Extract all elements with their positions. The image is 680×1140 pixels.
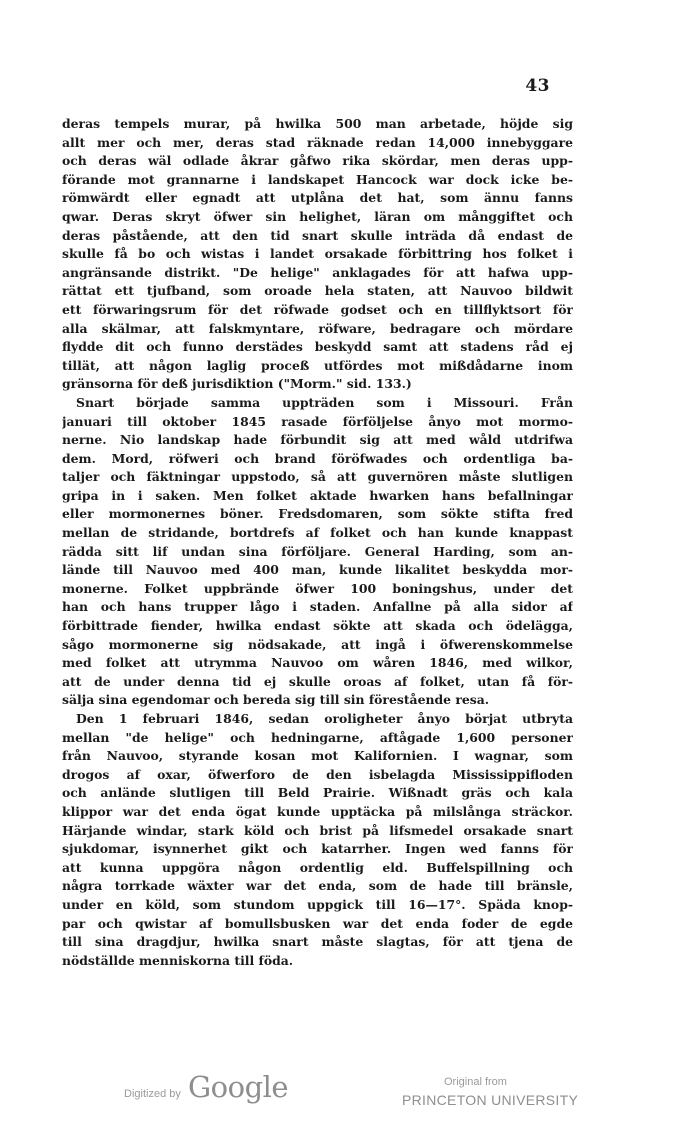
body-text [62,115,573,970]
text-line: mellan "de helige" och hedningarne, aftågade 1,600 personer [62,729,573,745]
text-line: nerne. Nio landskap hade förbundit sig att med wåld utdrifwa [62,432,573,448]
text-line: med folket att utrymma Nauvoo om wåren 1846, med wilkor, [62,655,573,671]
text-line: qwar. Deras skryt öfwer sin helighet, läran om månggiftet och [62,208,573,224]
text-line: römwärdt eller egnadt att utplåna det hat, som ännu fanns [62,190,573,206]
text-line: från Nauvoo, styrande kosan mot Kalifornien. I wagnar, som [62,748,573,764]
text-line: sågo mormonerne sig nödsakade, att ingå i öfwerenskommelse [62,636,573,652]
text-line: sälja sina egendomar och bereda sig till sin förestående resa. [62,692,490,708]
text-line: skulle få bo och wistas i landet orsakade förbittring hos folket i [62,246,573,262]
text-line: klippor war det enda ögat kunde upptäcka på milslånga sträckor. [62,803,573,819]
text-line: eller mormonernes böner. Fredsdomaren, som sökte stifta fred [62,506,573,522]
text-line: ett förwaringsrum för det röfwade godset och en tillflyktsort för [62,301,573,317]
text-line: gränsorna för deß jurisdiktion ("Morm." sid. 133.) [62,376,412,392]
text-line: rättat ett tjufband, som oroade hela staten, att Nauvoo bildwit [62,283,573,299]
text-line: gripa in i saken. Men folket aktade hwarken hans befallningar [62,487,573,503]
text-line: att de under denna tid ej skulle oroas af folket, utan få för- [62,673,573,689]
text-line: förbittrade fiender, hwilka endast sökte att skada och ödelägga, [62,618,573,634]
text-line: mellan de stridande, bortdrefs af folket och han kunde knappast [62,525,573,541]
google-logo: Google [188,1070,289,1104]
text-line: deras tempels murar, på hwilka 500 man arbetade, höjde sig [62,116,573,131]
text-line: under en köld, som stundom uppgick till 16—17°. Späda knop- [62,896,573,912]
text-line: och deras wäl odlade åkrar gåfwo rika skördar, men deras upp- [62,153,573,169]
text-line: angränsande distrikt. "De helige" anklagades för att hafwa upp- [62,264,573,280]
text-line: deras påstående, att den tid snart skulle inträda då endast de [62,227,573,243]
text-line: taljer och fäktningar uppstodo, så att guvernören måste slutligen [62,469,573,485]
institution-label: PRINCETON UNIVERSITY [402,1092,579,1108]
text-line: par och qwistar af bomullsbusken war det enda foder de egde [62,915,573,931]
text-line: flydde dit och funno derstädes beskydd samt att stadens råd ej [62,339,573,355]
digitization-footer [0,1070,680,1130]
text-line: han och hans trupper lågo i staden. Anfallne på alla sidor af [62,599,573,615]
text-line: rädda sitt lif undan sina förföljare. General Harding, som an- [62,543,573,559]
text-line: tillät, att någon laglig proceß utfördes mot mißdådarne inom [62,357,573,373]
text-line: lände till Nauvoo med 400 man, kunde likalitet beskydda mor- [62,562,573,578]
digitized-by-label: Digitized by [124,1088,181,1100]
page-number: 43 [525,76,550,96]
text-line: Härjande windar, stark köld och brist på lifsmedel orsakade snart [62,822,573,838]
original-from-label: Original from [444,1076,507,1088]
text-line: dem. Mord, röfweri och brand föröfwades och ordentliga ba- [62,450,573,466]
text-line: några torrkade wäxter war det enda, som de hade till bränsle, [62,878,573,894]
text-line: monerne. Folket uppbrände öfwer 100 boningshus, under det [62,580,573,596]
text-line: förande mot grannarne i landskapet Hancock war dock icke be- [62,171,573,187]
text-line: januari till oktober 1845 rasade förföljelse ånyo mot mormo- [62,413,573,429]
text-line: att kunna uppgöra någon ordentlig eld. Buffelspillning och [62,859,573,875]
text-line: sjukdomar, isynnerhet gikt och katarrher. Ingen wed fanns för [62,841,573,857]
text-line: till sina dragdjur, hwilka snart måste slagtas, för att tjena de [62,934,573,950]
text-line: och anlände slutligen till Beld Prairie. Wißnadt gräs och kala [62,785,573,801]
text-line: nödställde menniskorna till föda. [62,952,294,968]
text-line: Snart började samma uppträden som i Missouri. Från [76,394,573,410]
text-line: alla skälmar, att falskmyntare, röfware, bedragare och mördare [62,320,573,336]
text-line: allt mer och mer, deras stad räknade redan 14,000 innebyggare [62,134,573,150]
text-line: drogos af oxar, öfwerforo de den isbelagda Mississippifloden [62,766,573,782]
text-line: Den 1 februari 1846, sedan oroligheter ånyo börjat utbryta [76,711,573,726]
